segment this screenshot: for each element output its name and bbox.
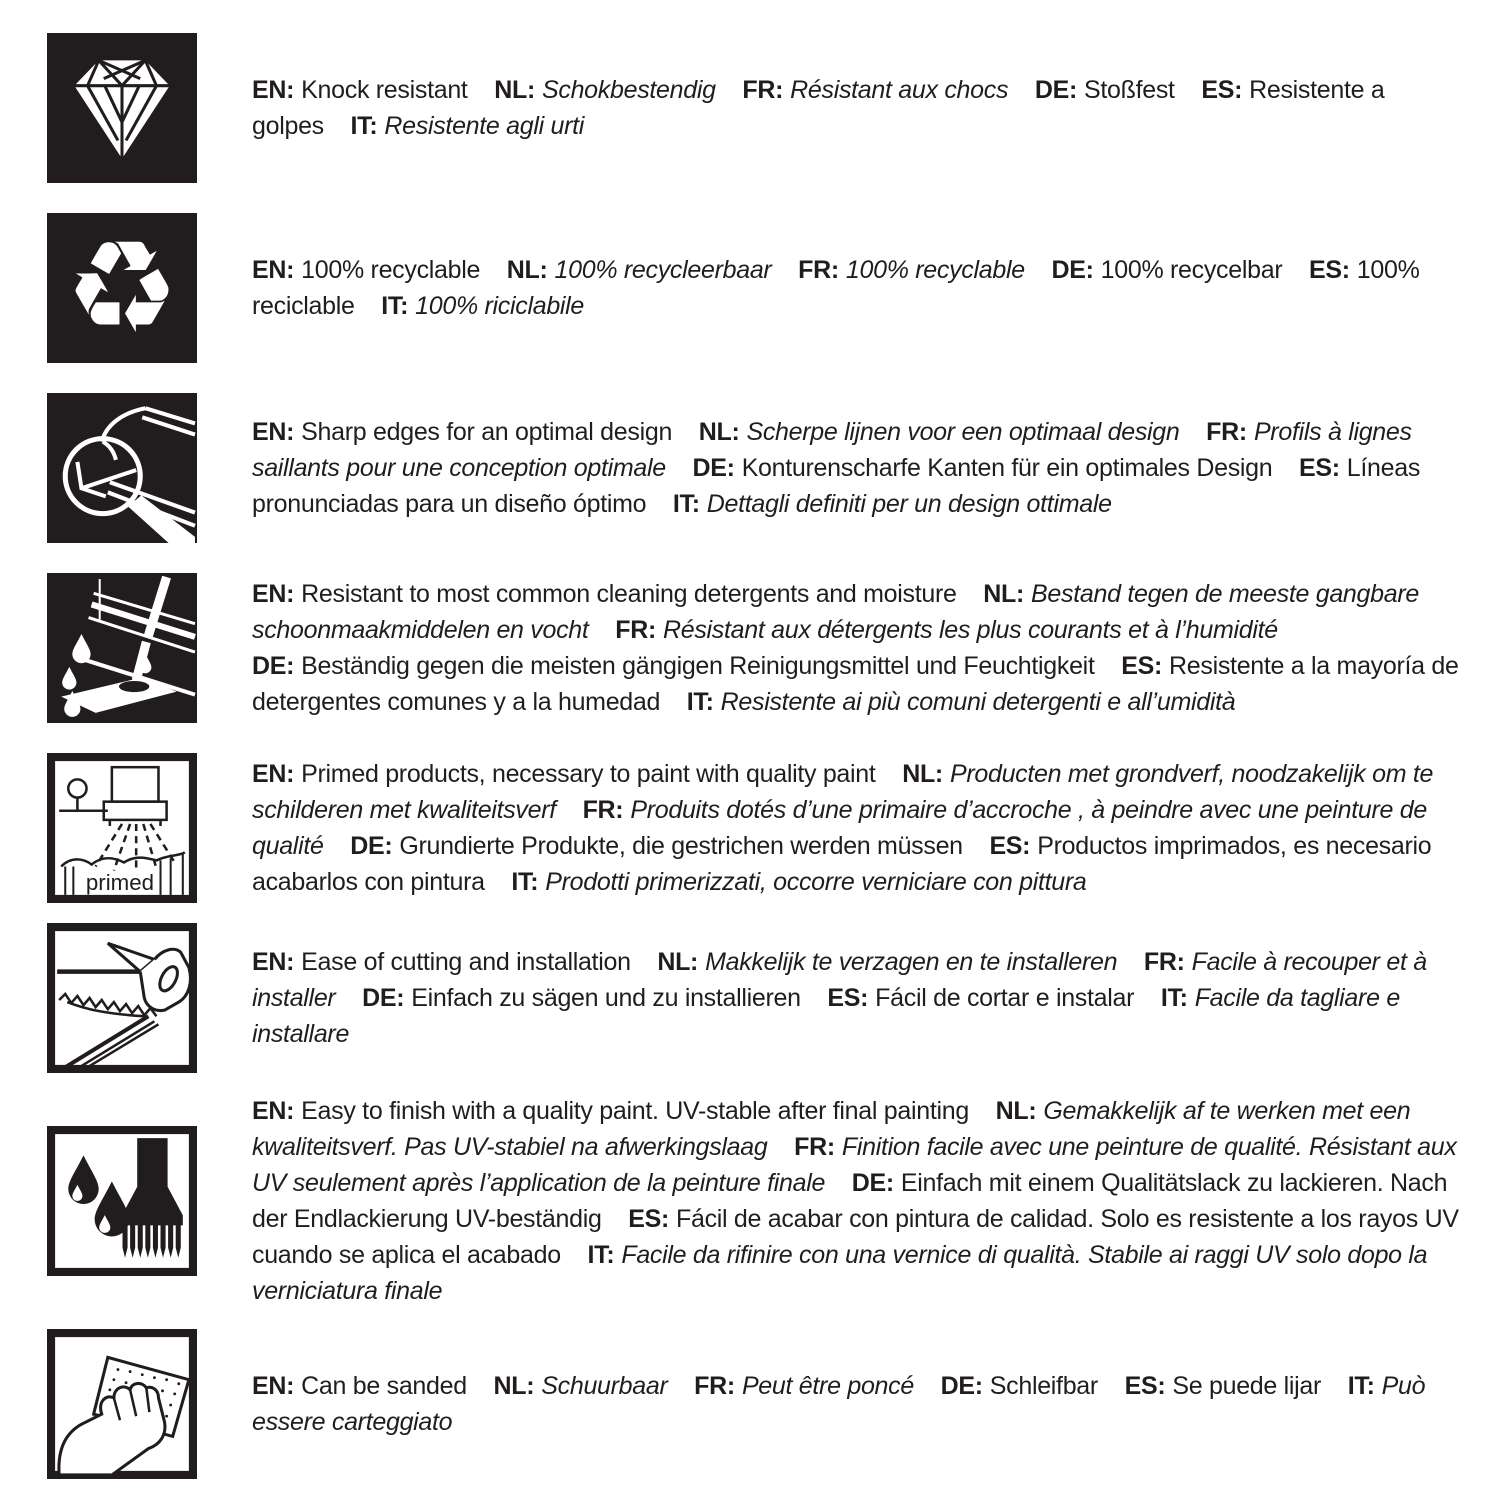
- feature-description-it: 100% riciclabile: [415, 292, 585, 320]
- language-label-es: ES:: [628, 1205, 669, 1233]
- language-entry-es: [1125, 1372, 1321, 1400]
- feature-description-es: Líneas pronunciadas para un diseño óptimo: [252, 454, 1421, 518]
- language-entry-nl: [494, 1372, 668, 1400]
- feature-row: [47, 213, 1462, 363]
- language-entry-fr: [798, 256, 1025, 284]
- feature-description-en: 100% recyclable: [301, 256, 481, 284]
- feature-description-fr: Résistant aux détergents les plus courants et à l’humidité: [662, 616, 1278, 644]
- feature-row: [47, 753, 1462, 903]
- language-label-nl: NL:: [983, 580, 1025, 608]
- language-label-it: IT:: [686, 688, 714, 716]
- language-label-de: DE:: [362, 984, 405, 1012]
- feature-description-en: Knock resistant: [301, 76, 468, 104]
- feature-description-de: Konturenscharfe Kanten für ein optimales Design: [741, 454, 1273, 482]
- paint-drops-brush-icon: [47, 1126, 197, 1276]
- language-entry-fr: [694, 1372, 914, 1400]
- language-entry-de: [350, 832, 963, 860]
- feature-description-nl: Producten met grondverf, noodzakelijk om te schilderen met kwaliteitsverf: [252, 760, 1434, 824]
- language-entry-en: [252, 418, 672, 446]
- language-entry-en: [252, 948, 631, 976]
- language-label-it: IT:: [1160, 984, 1188, 1012]
- language-label-fr: FR:: [1206, 418, 1247, 446]
- language-label-de: DE:: [1051, 256, 1094, 284]
- sanding-hand-icon: [47, 1329, 197, 1479]
- recycle-icon: [47, 213, 197, 363]
- feature-description-fr: Peut être poncé: [741, 1372, 914, 1400]
- language-entry-de: [941, 1372, 1098, 1400]
- feature-description-es: Fácil de acabar con pintura de calidad. Solo es resistente a los rayos UV cuando se aplica el acabado: [252, 1205, 1459, 1269]
- language-label-it: IT:: [350, 112, 378, 140]
- language-label-fr: FR:: [582, 796, 624, 824]
- feature-description-es: Resistente a la mayoría de detergentes comunes y a la humedad: [252, 652, 1459, 716]
- language-entry-en: [252, 1097, 969, 1125]
- feature-description-en: Primed products, necessary to paint with quality paint: [301, 760, 876, 788]
- language-entry-en: [252, 76, 468, 104]
- language-label-en: EN:: [252, 580, 295, 608]
- mop-cleaning-icon: [47, 573, 197, 723]
- language-label-it: IT:: [587, 1241, 615, 1269]
- feature-description-de: 100% recycelbar: [1100, 256, 1283, 284]
- primer-spray-icon: [47, 753, 197, 903]
- language-label-it: IT:: [1347, 1372, 1375, 1400]
- feature-description-fr: Résistant aux chocs: [790, 76, 1009, 104]
- language-label-fr: FR:: [615, 616, 656, 644]
- feature-description-it: Facile da rifinire con una vernice di qualità. Stabile ai raggi UV solo dopo la verniciatura finale: [252, 1241, 1428, 1305]
- feature-description-nl: Scherpe lijnen voor een optimaal design: [746, 418, 1180, 446]
- language-entry-fr: [615, 616, 1278, 644]
- feature-description-nl: Gemakkelijk af te werken met een kwaliteitsverf. Pas UV-stabiel na afwerkingslaag: [252, 1097, 1411, 1161]
- language-label-es: ES:: [1309, 256, 1350, 284]
- language-label-de: DE:: [350, 832, 393, 860]
- feature-description-en: Easy to finish with a quality paint. UV-stable after final painting: [301, 1097, 969, 1125]
- language-entry-en: [252, 760, 876, 788]
- feature-description-de: Einfach zu sägen und zu installieren: [411, 984, 801, 1012]
- feature-description-de: Grundierte Produkte, die gestrichen werden müssen: [399, 832, 963, 860]
- feature-description-it: Prodotti primerizzati, occorre verniciare con pittura: [545, 868, 1087, 896]
- feature-text: [252, 1368, 1462, 1440]
- feature-description-it: Resistente ai più comuni detergenti e all’umidità: [720, 688, 1236, 716]
- feature-text: [252, 252, 1462, 324]
- feature-description-nl: Bestand tegen de meeste gangbare schoonmaakmiddelen en vocht: [252, 580, 1419, 644]
- language-label-en: EN:: [252, 1097, 295, 1125]
- language-label-de: DE:: [692, 454, 735, 482]
- language-entry-es: [827, 984, 1134, 1012]
- language-entry-it: [511, 868, 1086, 896]
- feature-description-fr: Profils à lignes saillants pour une conception optimale: [252, 418, 1412, 482]
- feature-row: [47, 1329, 1462, 1479]
- feature-row: [47, 393, 1462, 543]
- feature-description-en: Resistant to most common cleaning detergents and moisture: [301, 580, 957, 608]
- feature-row: [47, 573, 1462, 723]
- feature-description-fr: 100% recyclable: [845, 256, 1025, 284]
- language-label-fr: FR:: [798, 256, 839, 284]
- language-label-it: IT:: [672, 490, 700, 518]
- feature-text: [252, 72, 1462, 144]
- feature-description-it: Facile da tagliare e installare: [252, 984, 1400, 1048]
- svg-text:primed: primed: [85, 869, 155, 895]
- language-entry-en: [252, 1372, 467, 1400]
- language-label-es: ES:: [989, 832, 1031, 860]
- feature-text: [252, 944, 1462, 1052]
- language-label-en: EN:: [252, 76, 295, 104]
- feature-text: [252, 414, 1462, 522]
- language-label-en: EN:: [252, 418, 295, 446]
- feature-description-es: Resistente a golpes: [252, 76, 1385, 140]
- feature-description-it: Resistente agli urti: [384, 112, 585, 140]
- language-label-es: ES:: [1201, 76, 1243, 104]
- feature-row: [47, 923, 1462, 1073]
- language-entry-de: [362, 984, 801, 1012]
- language-label-it: IT:: [381, 292, 409, 320]
- language-label-en: EN:: [252, 948, 295, 976]
- language-label-nl: NL:: [493, 1372, 535, 1400]
- svg-text:♻: ♻: [64, 213, 180, 363]
- feature-description-it: Dettagli definiti per un design ottimale: [706, 490, 1112, 518]
- feature-description-es: Se puede lijar: [1172, 1372, 1322, 1400]
- language-label-nl: NL:: [902, 760, 943, 788]
- feature-description-nl: 100% recycleerbaar: [554, 256, 772, 284]
- feature-row: [47, 1093, 1462, 1309]
- feature-description-fr: Produits dotés d’une primaire d’accroche , à peindre avec une peinture de qualité: [252, 796, 1427, 860]
- feature-description-nl: Schokbestendig: [542, 76, 716, 104]
- language-entry-en: [252, 580, 957, 608]
- language-entry-nl: [494, 76, 715, 104]
- feature-description-de: Einfach mit einem Qualitätslack zu lackieren. Nach der Endlackierung UV-beständig: [252, 1169, 1448, 1233]
- language-entry-de: [1035, 76, 1175, 104]
- language-label-fr: FR:: [694, 1372, 735, 1400]
- language-label-en: EN:: [252, 760, 295, 788]
- language-label-de: DE:: [940, 1372, 983, 1400]
- feature-description-es: Fácil de cortar e instalar: [875, 984, 1135, 1012]
- language-entry-de: [693, 454, 1273, 482]
- language-label-de: DE:: [851, 1169, 894, 1197]
- language-label-nl: NL:: [698, 418, 740, 446]
- language-entry-de: [1051, 256, 1282, 284]
- language-label-es: ES:: [827, 984, 869, 1012]
- language-label-nl: NL:: [506, 256, 548, 284]
- feature-description-en: Ease of cutting and installation: [301, 948, 631, 976]
- language-label-fr: FR:: [794, 1133, 835, 1161]
- feature-text: [252, 1093, 1462, 1309]
- language-label-en: EN:: [252, 1372, 295, 1400]
- language-entry-nl: [507, 256, 772, 284]
- language-label-de: DE:: [252, 652, 295, 680]
- feature-description-en: Can be sanded: [301, 1372, 467, 1400]
- language-label-de: DE:: [1034, 76, 1077, 104]
- language-entry-de: [252, 652, 1095, 680]
- language-label-fr: FR:: [1143, 948, 1185, 976]
- language-label-nl: NL:: [494, 76, 535, 104]
- saw-cutting-icon: [47, 923, 197, 1073]
- sharp-edges-magnifier-icon: [47, 393, 197, 543]
- feature-description-it: Può essere carteggiato: [252, 1372, 1426, 1436]
- feature-text: [252, 756, 1462, 900]
- feature-description-fr: Finition facile avec une peinture de qualité. Résistant aux UV seulement après l’application de la peinture finale: [252, 1133, 1457, 1197]
- feature-description-de: Stoßfest: [1083, 76, 1175, 104]
- language-entry-en: [252, 256, 480, 284]
- language-entry-fr: [742, 76, 1008, 104]
- language-label-es: ES:: [1124, 1372, 1166, 1400]
- language-entry-nl: [657, 948, 1117, 976]
- feature-text: [252, 576, 1462, 720]
- feature-description-nl: Makkelijk te verzagen en te installeren: [705, 948, 1118, 976]
- feature-description-es: Productos imprimados, es necesario acabarlos con pintura: [252, 832, 1432, 896]
- language-label-nl: NL:: [657, 948, 699, 976]
- feature-row: [47, 33, 1462, 183]
- language-label-es: ES:: [1121, 652, 1163, 680]
- language-entry-it: [673, 490, 1112, 518]
- feature-description-fr: Facile à recouper et à installer: [252, 948, 1427, 1012]
- feature-description-en: Sharp edges for an optimal design: [301, 418, 673, 446]
- feature-description-de: Beständig gegen die meisten gängigen Reinigungsmittel und Feuchtigkeit: [301, 652, 1095, 680]
- diamond-icon: [47, 33, 197, 183]
- language-label-fr: FR:: [742, 76, 784, 104]
- language-entry-nl: [699, 418, 1180, 446]
- language-entry-it: [687, 688, 1236, 716]
- feature-description-es: 100% reciclable: [252, 256, 1420, 320]
- feature-description-de: Schleifbar: [989, 1372, 1098, 1400]
- language-entry-it: [381, 292, 584, 320]
- language-label-it: IT:: [511, 868, 539, 896]
- language-label-es: ES:: [1299, 454, 1340, 482]
- language-label-en: EN:: [252, 256, 295, 284]
- language-entry-it: [351, 112, 585, 140]
- feature-description-nl: Schuurbaar: [541, 1372, 668, 1400]
- language-label-nl: NL:: [995, 1097, 1037, 1125]
